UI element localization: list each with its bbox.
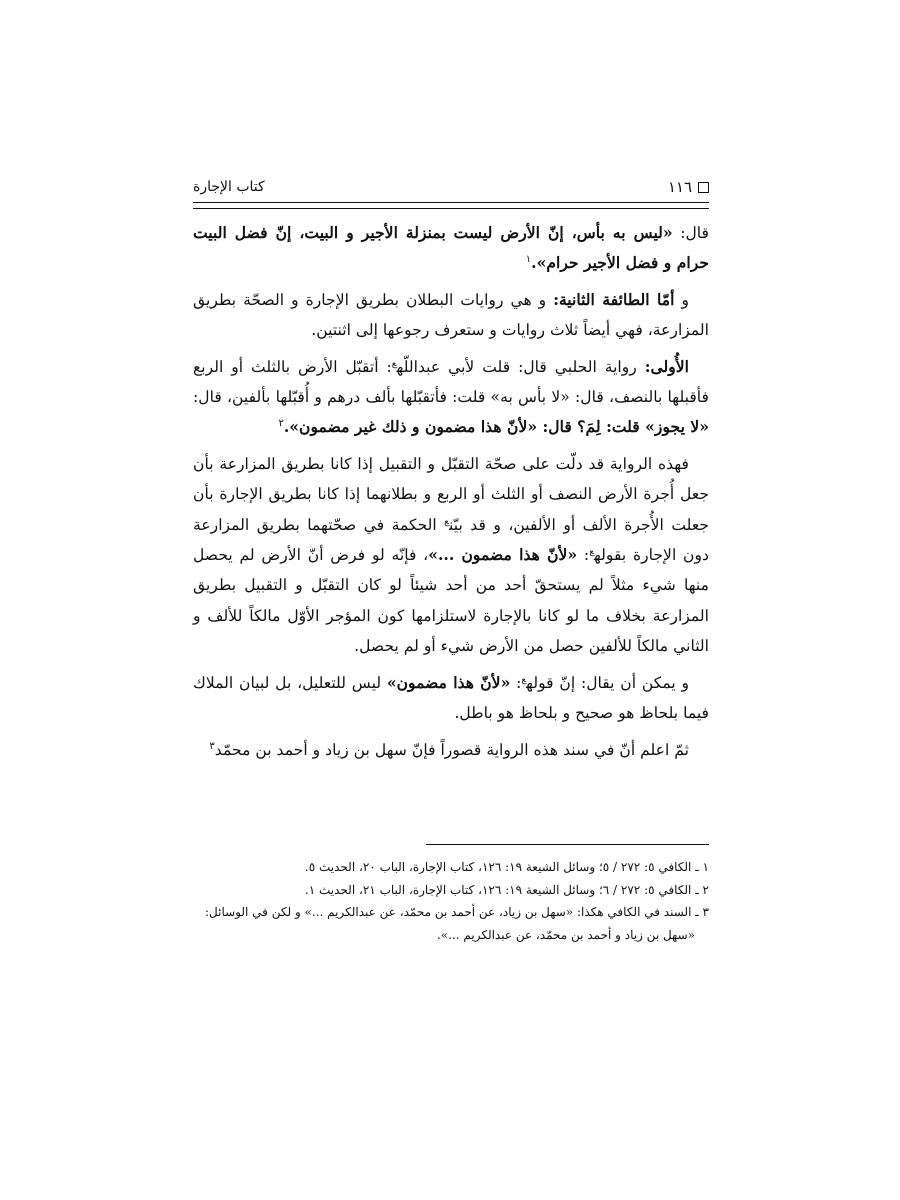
paragraph-6: ثمّ اعلم أنّ في سند هذه الرواية قصوراً فإنّ سهل بن زياد و أحمد بن محمّد$^٣$	[209, 740, 689, 759]
page-header	[193, 176, 709, 200]
quote: «ليس به بأس، إنّ الأرض ليست بمنزلة الأجير و البيت، إنّ فضل البيت حرام و فضل الأجير حرام».	[193, 223, 709, 273]
salawat-mark: ع	[391, 358, 397, 369]
paragraph-4: فهذه الرواية قد دلّت على صحّة التقبّل و التقبيل إذا كانا بطريق المزارعة بأن جعل أُجرة الأرض النصف أو الثلث أو الربع و بطلانهما إذا كانا بطريق الإجارة بأن جعلت الأُجرة الألف أو الألفين، و قد بيّن$^ع$ الحكمة في صحّتهما بطريق المزارعة دون الإجارة بقوله$^ع$: «لأنّ هذا مضمون ...»، فإنّه لو فرض أنّ الأرض لم يحصل منها شيء مثلاً لم يستحقّ أحد من أحد شيئاً لو كان التقبّل و التقبيل بطريق المزارعة بخلاف ما لو كانا بالإجارة لاستلزامها كون المؤجر الأوّل مالكاً للألف و الثاني مالكاً للألفين حصل من الأرض شيء أو لم يحصل.	[193, 454, 709, 656]
footnote-separator	[426, 844, 709, 845]
section-heading: أمّا الطائفة الثانية:	[553, 289, 675, 309]
header-double-rule	[193, 202, 709, 209]
quote: «لأنّ هذا مضمون»	[386, 672, 511, 692]
footnotes	[193, 856, 709, 946]
footnote-3-continuation: «سهل بن زياد و أحمد بن محمّد، عن عبدالكريم ...».	[436, 927, 695, 942]
footnote-2: ٢ ـ الكافي ٥: ٢٧٢ / ٦؛ وسائل الشيعة ١٩: ١٢٦، كتاب الإجارة، الباب ٢١، الحديث ١.	[304, 882, 709, 897]
paragraph-5: و يمكن أن يقال: إنّ قوله$^ع$: «لأنّ هذا مضمون» ليس للتعليل، بل لبيان الملاك فيما بلحاظ هو صحيح و بلحاظ هو باطل.	[193, 672, 709, 723]
running-title: كتاب الإجارة	[193, 179, 265, 195]
paragraph-2: و أمّا الطائفة الثانية: و هي روايات البطلان بطريق الإجارة و الصحّة بطريق المزارعة، فهي أيضاً ثلاث روايات و ستعرف رجوعها إلى اثنتين.	[193, 289, 709, 340]
quote: «لأنّ هذا مضمون ...»	[428, 545, 578, 565]
subheading: الأُولى:	[644, 356, 690, 376]
paragraph-1: قال: «ليس به بأس، إنّ الأرض ليست بمنزلة الأجير و البيت، إنّ فضل البيت حرام و فضل الأجير حرام».$^١$	[193, 223, 709, 273]
footnote-ref: ٣	[209, 740, 215, 752]
page-number: ١١٦	[667, 178, 692, 196]
salawat-mark: ع	[521, 674, 527, 685]
footnote-3: ٣ ـ السند في الكافي هكذا: «سهل بن زياد، عن أحمد بن محمّد، عن عبدالكريم ...» و لكن في الوسائل:	[204, 905, 709, 919]
footnote-ref: ٢	[278, 418, 284, 430]
main-text	[193, 218, 709, 771]
footnote-ref: ١	[525, 254, 532, 266]
square-box-icon	[698, 182, 709, 193]
quote: «لا يجوز» قلت: لِمَ؟ قال: «لأنّ هذا مضمون و ذلك غير مضمون».	[283, 417, 709, 437]
footnote-1: ١ ـ الكافي ٥: ٢٧٢ / ٥؛ وسائل الشيعة ١٩: ١٢٦، كتاب الإجارة، الباب ٢٠، الحديث ٥.	[304, 860, 709, 874]
page-number-block	[668, 176, 709, 198]
salawat-mark: ع	[589, 546, 594, 557]
salawat-mark: ع	[444, 516, 450, 527]
paragraph-3: الأُولى: رواية الحلبي قال: قلت لأبي عبداللّه$^ع$: أتقبّل الأرض بالثلث أو الربع فأقبلها بالنصف، قال: «لا بأس به» قلت: فأتقبّلها بألف درهم و أُقبّلها بألفين، قال: «لا يجوز» قلت: لِمَ؟ قال: «لأنّ هذا مضمون و ذلك غير مضمون».$^٢$	[193, 356, 709, 437]
